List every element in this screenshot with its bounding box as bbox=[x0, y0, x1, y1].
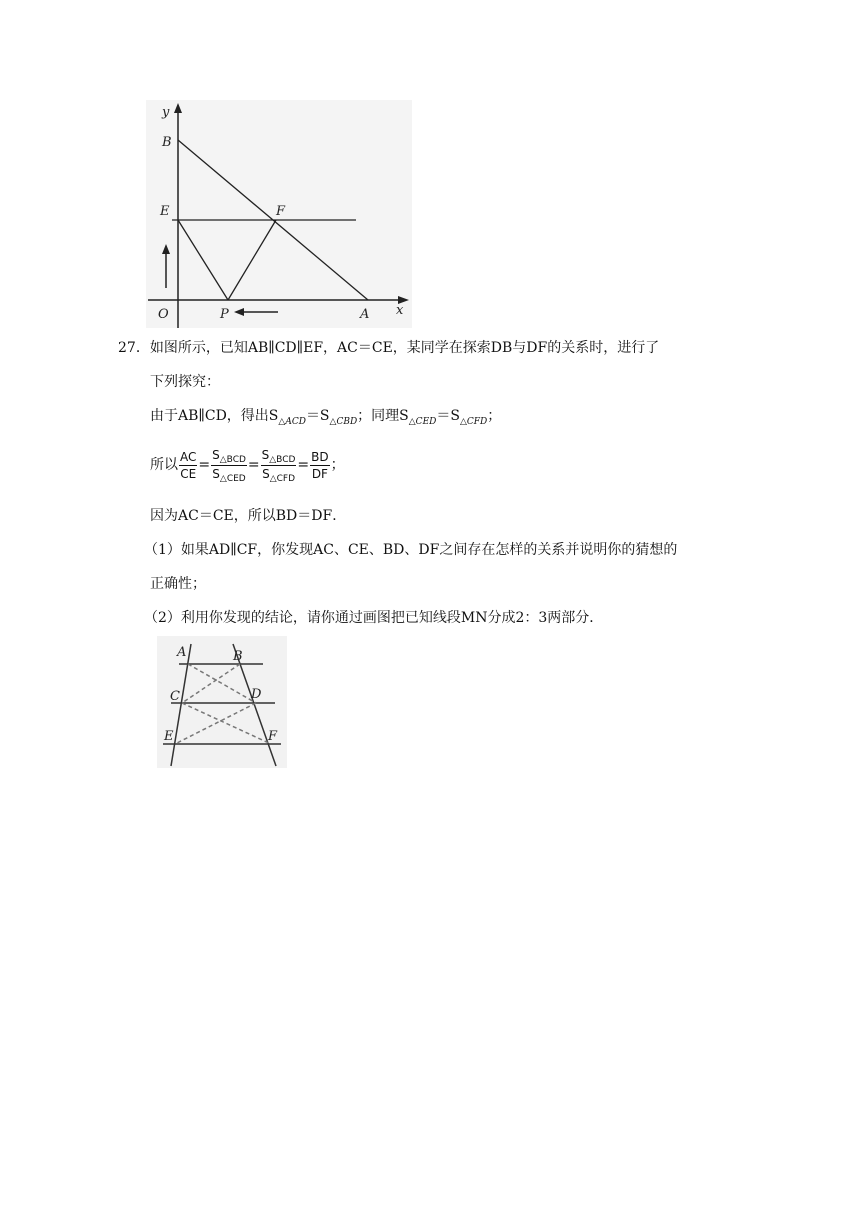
label-F: F bbox=[268, 729, 278, 744]
problem-line-1 bbox=[118, 338, 659, 358]
label-y: y bbox=[162, 105, 170, 120]
subscript: △CFD bbox=[459, 417, 488, 427]
left-transversal bbox=[171, 644, 191, 766]
fraction-area-bcd-cfd bbox=[261, 447, 297, 484]
label-P: P bbox=[220, 307, 229, 322]
text-part: ＝S bbox=[436, 408, 460, 424]
problem-intro: 如图所示，已知AB∥CD∥EF，AC＝CE，某同学在探索DB与DF的关系时，进行了 bbox=[149, 340, 660, 356]
question-2-line: （2）利用你发现的结论，请你通过画图把已知线段MN分成2：3两部分． bbox=[144, 610, 604, 626]
fraction-denominator: CE bbox=[180, 466, 197, 481]
text-part: ；同理S bbox=[357, 408, 409, 424]
equals-sign: = bbox=[297, 457, 310, 473]
area-symbol: S bbox=[212, 466, 220, 481]
coordinate-figure-svg bbox=[146, 100, 412, 328]
label-E: E bbox=[164, 729, 174, 744]
label-D: D bbox=[251, 687, 262, 702]
label-O: O bbox=[158, 307, 169, 322]
label-A: A bbox=[360, 307, 370, 322]
y-axis-arrow bbox=[174, 103, 182, 113]
problem-line-3 bbox=[150, 406, 501, 428]
label-E: E bbox=[160, 204, 170, 219]
fraction-numerator bbox=[261, 447, 297, 466]
subscript: △ACD bbox=[278, 417, 306, 427]
triangle-subscript: △CED bbox=[219, 473, 246, 484]
area-symbol: S bbox=[261, 447, 270, 462]
fraction-area-bcd-ced bbox=[211, 447, 247, 484]
label-A: A bbox=[177, 645, 187, 660]
subscript: △CBD bbox=[329, 417, 358, 427]
problem-line-5: 因为AC＝CE，所以BD＝DF． bbox=[150, 508, 347, 524]
triangle-subscript: △CFD bbox=[269, 473, 295, 484]
label-C: C bbox=[170, 689, 180, 704]
label-x: x bbox=[396, 303, 404, 318]
subscript: △CED bbox=[408, 417, 437, 427]
dashed-BC bbox=[182, 664, 240, 703]
text-part: ； bbox=[330, 457, 345, 473]
triangle-subscript: △BCD bbox=[269, 454, 296, 465]
triangle-subscript: △BCD bbox=[219, 454, 246, 465]
fraction-denominator: DF bbox=[311, 466, 328, 481]
equals-sign: = bbox=[198, 457, 211, 473]
segment-PF bbox=[228, 220, 276, 300]
label-B: B bbox=[233, 649, 243, 664]
text-part: ； bbox=[487, 408, 502, 424]
equals-sign: = bbox=[247, 457, 260, 473]
area-symbol: S bbox=[212, 447, 220, 462]
problem-number: 27． bbox=[118, 340, 150, 356]
parallel-lines-figure bbox=[157, 636, 287, 768]
label-F: F bbox=[276, 204, 286, 219]
segment-EP bbox=[178, 220, 228, 300]
question-1-line-1: （1）如果AD∥CF，你发现AC、CE、BD、DF之间存在怎样的关系并说明你的猜想的 bbox=[144, 542, 678, 558]
fraction-numerator: BD bbox=[311, 449, 329, 464]
dashed-DE bbox=[175, 703, 256, 744]
problem-line-2: 下列探究： bbox=[150, 374, 220, 390]
text-part: 所以 bbox=[150, 457, 178, 473]
text-part: 由于AB∥CD，得出S bbox=[150, 408, 279, 424]
coordinate-figure bbox=[146, 100, 412, 328]
fraction-denominator bbox=[261, 466, 296, 484]
problem-line-4-ratios bbox=[150, 442, 345, 488]
fraction-numerator: AC bbox=[180, 449, 197, 464]
dashed-CF bbox=[182, 703, 271, 744]
parallel-lines-figure-svg bbox=[157, 636, 287, 768]
question-1-line-2: 正确性； bbox=[150, 576, 206, 592]
fraction-numerator bbox=[211, 447, 247, 466]
leftward-arrow-icon bbox=[234, 308, 244, 316]
upward-arrow-icon bbox=[162, 244, 170, 254]
area-symbol: S bbox=[262, 466, 270, 481]
label-B: B bbox=[162, 135, 172, 150]
fraction-denominator bbox=[211, 466, 246, 484]
fraction-bd-df bbox=[310, 449, 329, 482]
dashed-AD bbox=[188, 664, 256, 703]
fraction-ac-ce bbox=[179, 449, 197, 482]
text-part: ＝S bbox=[305, 408, 330, 424]
